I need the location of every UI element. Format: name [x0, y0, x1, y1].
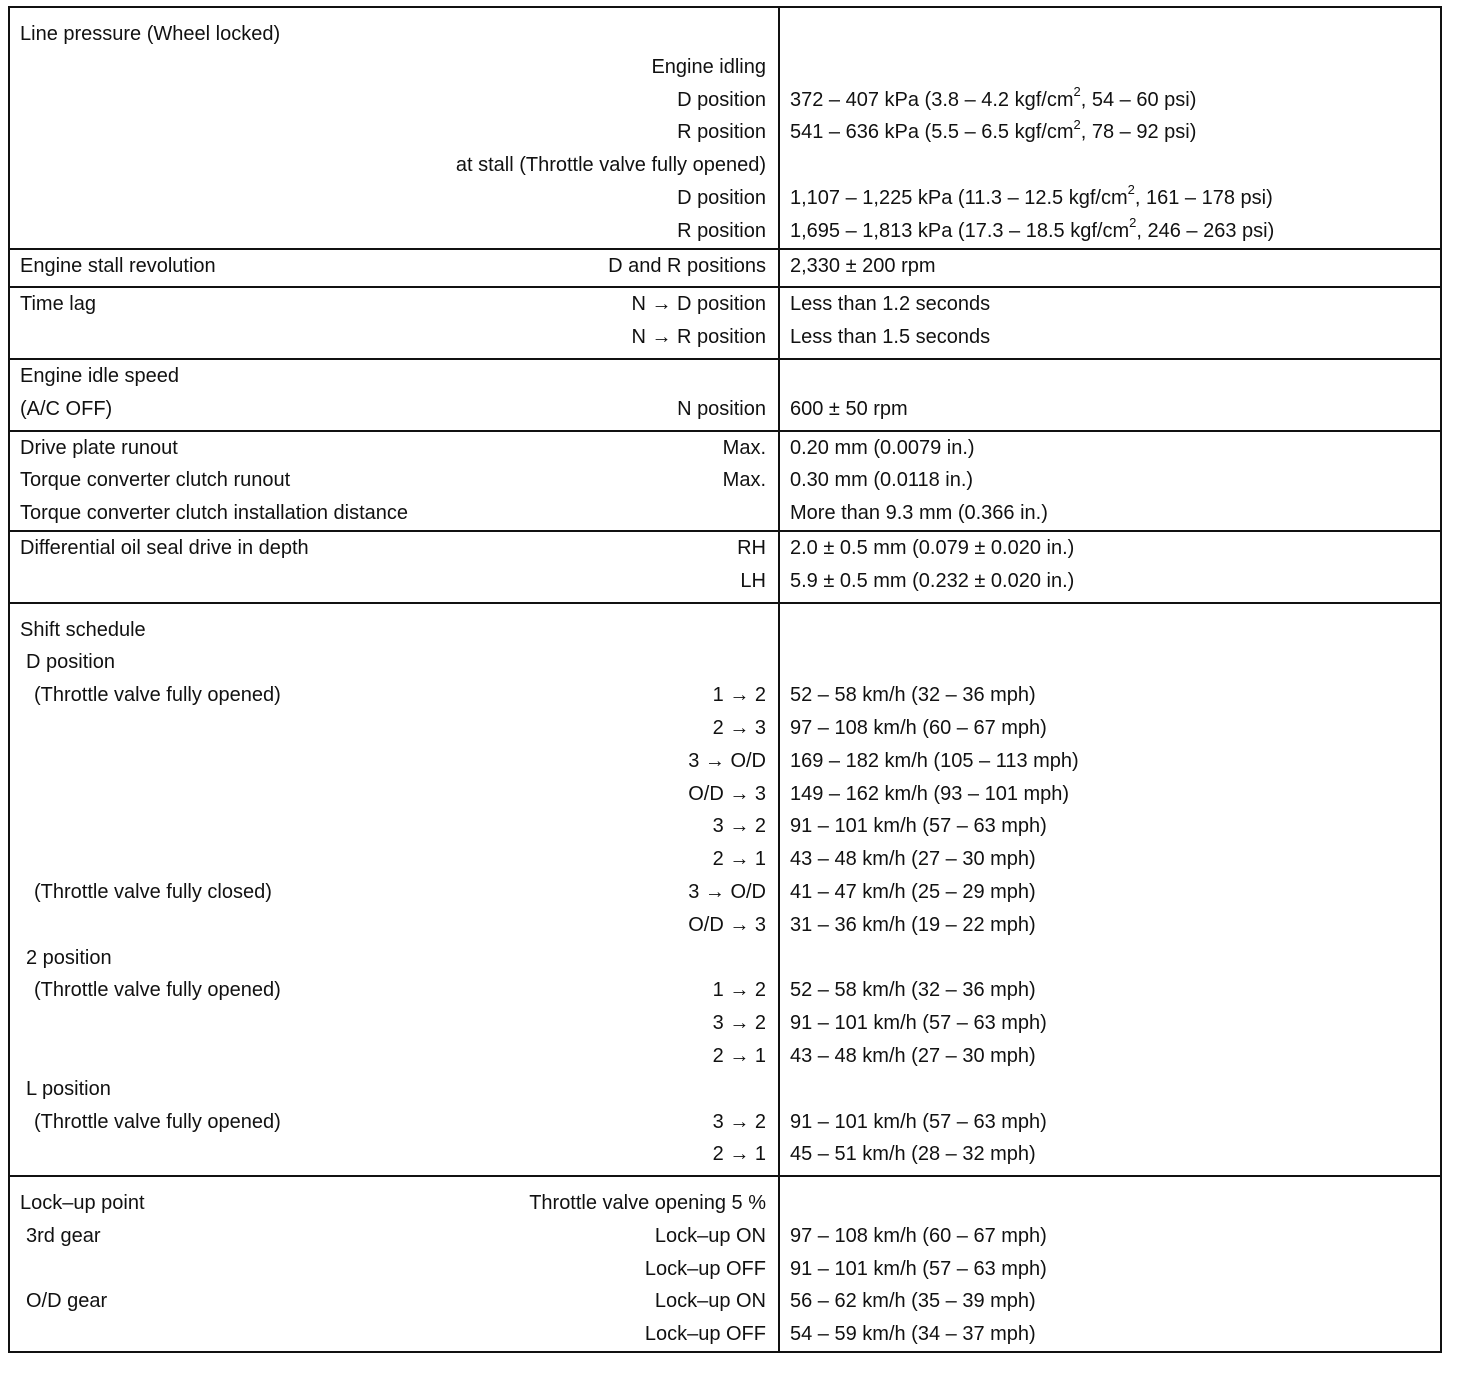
posL-label: L position	[26, 1077, 111, 1100]
shift-value: 43 – 48 km/h (27 – 30 mph)	[790, 1044, 1036, 1067]
idle-speed-label: Engine idle speed	[20, 364, 180, 387]
stall-d-pressure-value: 1,107 – 1,225 kPa (11.3 – 12.5 kgf/$cm^2$, 161 – 178 psi)	[790, 182, 1273, 209]
shift-label: 1 → 2	[712, 684, 766, 707]
specifications-table	[8, 6, 1442, 1353]
d-tv-open-label: (Throttle valve fully opened)	[34, 684, 281, 707]
lockup-3rd-off-value: 91 – 101 km/h (57 – 63 mph)	[790, 1257, 1047, 1280]
shift-value: 45 – 51 km/h (28 – 32 mph)	[790, 1143, 1036, 1166]
idle-d-pressure-value: 372 – 407 kPa (3.8 – 4.2 kgf/$cm^2$, 54 – 60 psi)	[790, 83, 1197, 111]
shift-value: 43 – 48 km/h (27 – 30 mph)	[790, 848, 1036, 871]
lockup-3rd-on-value: 97 – 108 km/h (60 – 67 mph)	[790, 1224, 1047, 1247]
diff-seal-lh-value: 5.9 ± 0.5 mm (0.232 ± 0.020 in.)	[790, 569, 1075, 592]
engine-stall-condition: D and R positions	[608, 254, 766, 277]
drive-plate-max: Max.	[722, 436, 766, 459]
diff-seal-section	[9, 531, 1441, 603]
shift-label: 1 → 2	[712, 979, 766, 1002]
engine-stall-label: Engine stall revolution	[20, 254, 216, 277]
tc-runout-label: Torque converter clutch runout	[20, 469, 291, 492]
tc-runout-value: 0.30 mm (0.0118 in.)	[790, 469, 974, 492]
shift-value: 149 – 162 km/h (93 – 101 mph)	[790, 782, 1070, 805]
shift-value: 91 – 101 km/h (57 – 63 mph)	[790, 815, 1047, 838]
shift-value: 31 – 36 km/h (19 – 22 mph)	[790, 913, 1036, 936]
idle-d-position-label: D position	[677, 88, 766, 111]
engine-stall-section	[9, 249, 1441, 288]
idle-r-pressure-value: 541 – 636 kPa (5.5 – 6.5 kgf/$cm^2$, 78 – 92 psi)	[790, 116, 1197, 144]
tc-install-label: Torque converter clutch installation distance	[20, 502, 408, 525]
stall-r-position-label: R position	[677, 219, 766, 242]
pos2-label: 2 position	[26, 946, 112, 969]
drive-plate-runout-value: 0.20 mm (0.0079 in.)	[790, 436, 975, 459]
line-pressure-title: Line pressure (Wheel locked)	[20, 23, 281, 45]
shift-label: 2 → 1	[712, 1044, 766, 1067]
lockup-off-label: Lock–up OFF	[644, 1323, 766, 1346]
shift-label: O/D → 3	[688, 913, 766, 936]
time-lag-n-r-value: Less than 1.5 seconds	[790, 326, 991, 349]
time-lag-n-r: N → R position	[631, 326, 766, 349]
shift-label: 2 → 3	[712, 716, 766, 739]
shift-label: 3 → O/D	[688, 880, 766, 903]
shift-label: 3 → O/D	[688, 749, 766, 772]
time-lag-n-d-value: Less than 1.2 seconds	[790, 293, 991, 316]
idle-speed-ac-off: (A/C OFF)	[20, 397, 113, 420]
shift-value: 169 – 182 km/h (105 – 113 mph)	[790, 749, 1079, 772]
shift-label: O/D → 3	[688, 782, 766, 805]
shift-label: 2 → 1	[712, 1143, 766, 1166]
shift-value: 97 – 108 km/h (60 – 67 mph)	[790, 716, 1047, 739]
diff-seal-label: Differential oil seal drive in depth	[20, 536, 309, 559]
lockup-3rd-gear: 3rd gear	[26, 1224, 101, 1247]
engine-idling-label: Engine idling	[651, 55, 766, 78]
diff-seal-rh-value: 2.0 ± 0.5 mm (0.079 ± 0.020 in.)	[790, 536, 1075, 559]
shift-label: 3 → 2	[712, 1110, 766, 1133]
engine-stall-value: 2,330 ± 200 rpm	[790, 254, 936, 277]
d-tv-closed-label: (Throttle valve fully closed)	[34, 880, 272, 903]
posL-tv-open-label: (Throttle valve fully opened)	[34, 1110, 281, 1133]
lockup-on-label: Lock–up ON	[654, 1290, 766, 1313]
shift-label: 2 → 1	[712, 848, 766, 871]
time-lag-section	[9, 287, 1441, 359]
shift-value: 52 – 58 km/h (32 – 36 mph)	[790, 979, 1036, 1002]
pos2-tv-open-label: (Throttle valve fully opened)	[34, 979, 281, 1002]
lockup-section	[9, 1176, 1441, 1352]
shift-schedule-section	[9, 603, 1441, 1177]
diff-seal-lh: LH	[740, 569, 766, 592]
line-pressure-section	[9, 7, 1441, 249]
runout-section	[9, 431, 1441, 531]
at-stall-label: at stall (Throttle valve fully opened)	[455, 154, 766, 177]
shift-value: 41 – 47 km/h (25 – 29 mph)	[790, 880, 1036, 903]
shift-label: 3 → 2	[712, 1012, 766, 1035]
shift-value: 91 – 101 km/h (57 – 63 mph)	[790, 1012, 1047, 1035]
idle-r-position-label: R position	[677, 121, 766, 144]
lockup-on-label: Lock–up ON	[654, 1224, 766, 1247]
lockup-title: Lock–up point	[20, 1192, 145, 1215]
idle-speed-value: 600 ± 50 rpm	[790, 397, 908, 420]
idle-speed-section	[9, 359, 1441, 431]
lockup-od-gear: O/D gear	[26, 1290, 108, 1313]
lockup-od-on-value: 56 – 62 km/h (35 – 39 mph)	[790, 1290, 1036, 1313]
shift-label: 3 → 2	[712, 815, 766, 838]
time-lag-n-d: N → D position	[631, 293, 766, 316]
shift-value: 52 – 58 km/h (32 – 36 mph)	[790, 684, 1036, 707]
stall-r-pressure-value: 1,695 – 1,813 kPa (17.3 – 18.5 kgf/$cm^2$, 246 – 263 psi)	[790, 215, 1275, 242]
shift-schedule-title: Shift schedule	[20, 618, 146, 641]
diff-seal-rh: RH	[737, 536, 766, 559]
idle-speed-condition: N position	[677, 397, 766, 420]
shift-value: 91 – 101 km/h (57 – 63 mph)	[790, 1110, 1047, 1133]
lockup-throttle: Throttle valve opening 5 %	[529, 1192, 766, 1215]
lockup-off-label: Lock–up OFF	[644, 1257, 766, 1280]
time-lag-label: Time lag	[20, 293, 96, 316]
d-position-label: D position	[26, 651, 115, 674]
tc-runout-max: Max.	[722, 469, 766, 492]
drive-plate-runout-label: Drive plate runout	[20, 436, 178, 459]
lockup-od-off-value: 54 – 59 km/h (34 – 37 mph)	[790, 1323, 1036, 1346]
tc-install-value: More than 9.3 mm (0.366 in.)	[790, 502, 1048, 525]
stall-d-position-label: D position	[677, 186, 766, 209]
